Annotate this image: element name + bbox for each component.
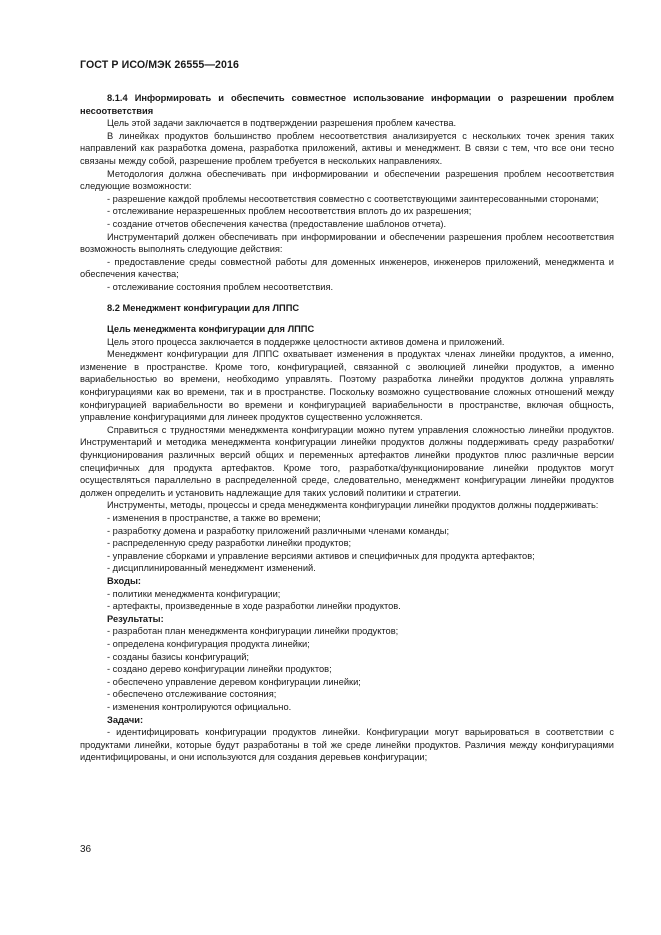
paragraph: Цель менеджмента конфигурации для ЛППС — [107, 324, 315, 335]
paragraph: Цель этой задачи заключается в подтверждении разрешения проблем качества. — [107, 118, 457, 129]
paragraph: Справиться с трудностями менеджмента конфигурации можно путем управления сложностью линейки продуктов. Инструментарий и методика менеджмента конфигурации линейки продуктов должны поддерживать среду разработки/ функционирования различных версий общих и переменных артефактов линейки продуктов плюс различные версии специфичных для продукта артефактов. Кроме того, разработка/функционирование линейки продуктов могут осуществляться параллельно в распределенной среде, следовательно, менеджмент конфигурации линейки продуктов должен определить и установить надлежащие для таких условий политики и стратегии. — [80, 424, 614, 498]
paragraph: - предоставление среды совместной работы для доменных инженеров, инженеров приложений, менеджмента и обеспечения качества; — [80, 256, 614, 280]
paragraph: - артефакты, произведенные в ходе разработки линейки продуктов. — [107, 601, 401, 612]
paragraph: Инструментарий должен обеспечивать при информировании и обеспечении разрешения проблем несоответствия возможность выполнять следующие действия: — [80, 231, 614, 255]
paragraph: - отслеживание неразрешенных проблем несоответствия вплоть до их разрешения; — [107, 206, 472, 217]
paragraph: В линейках продуктов большинство проблем несоответствия анализируется с нескольких точек зрения таких направлений как разработка домена, разработка приложений, активы и менеджмент. В связи с тем, что все они тесно связаны между собой, разрешение проблем требуется в нескольких направлениях. — [80, 130, 614, 166]
paragraph: - определена конфигурация продукта линейки; — [107, 638, 310, 649]
paragraph: - идентифицировать конфигурации продуктов линейки. Конфигурации могут варьироваться в соответствии с продуктами линейки, которые будут разработаны в той же среде линейки продуктов. Различия между конфигурациями идентифицированы, и они используются для создания деревьев конфигурации; — [80, 727, 614, 763]
paragraph: - изменения контролируются официально. — [107, 701, 292, 712]
paragraph: Цель этого процесса заключается в поддержке целостности активов домена и приложений. — [107, 336, 505, 347]
paragraph: - создание отчетов обеспечения качества (предоставление шаблонов отчета). — [107, 218, 447, 229]
paragraph: 8.1.4 Информировать и обеспечить совместное использование информации о разрешении проблем несоответствия — [80, 93, 614, 116]
page-header: ГОСТ Р ИСО/МЭК 26555—2016 — [80, 59, 239, 71]
paragraph: Методология должна обеспечивать при информировании и обеспечении разрешения проблем несоответствия следующие возможности: — [80, 168, 614, 192]
document-body — [80, 92, 614, 764]
paragraph: - политики менеджмента конфигурации; — [107, 588, 281, 599]
paragraph: - управление сборками и управление версиями активов и специфичных для продукта артефактов; — [107, 550, 535, 561]
paragraph: - создано дерево конфигурации линейки продуктов; — [107, 664, 332, 675]
paragraph: - отслеживание состояния проблем несоответствия. — [107, 281, 334, 292]
paragraph: - дисциплинированный менеджмент изменений. — [107, 563, 316, 574]
paragraph: - изменения в пространстве, а также во времени; — [107, 513, 321, 523]
paragraph: - распределенную среду разработки линейки продуктов; — [107, 538, 352, 549]
paragraph: - разработан план менеджмента конфигурации линейки продуктов; — [107, 626, 399, 637]
paragraph: Инструменты, методы, процессы и среда менеджмента конфигурации линейки продуктов должны поддерживать: — [107, 500, 599, 511]
paragraph: - обеспечено управление деревом конфигурации линейки; — [107, 676, 361, 687]
page-number: 36 — [80, 844, 92, 855]
paragraph: Результаты: — [107, 613, 164, 624]
paragraph: - созданы базисы конфигураций; — [107, 651, 249, 662]
paragraph: - разрешение каждой проблемы несоответствия совместно с соответствующими заинтересованными сторонами; — [107, 193, 599, 204]
paragraph: - обеспечено отслеживание состояния; — [107, 689, 277, 700]
paragraph: Менеджмент конфигурации для ЛППС охватывает изменения в продуктах членах линейки продуктов, а именно, изменение в пространстве. Кроме того, конфигурацией, связанной с эволюцией линейки продуктов, а именно вариабельностью во времени, необходимо управлять. Поэтому разработка линейки продуктов должна управлять конфигурациями как во времени, так и в пространстве. Поскольку возможно существование сложных отношений между конфигурацией вариабельности во времени и конфигурацией вариабельности в пространстве, включая общность, управление конфигурациями для линеек продуктов существенно усложняется. — [80, 349, 614, 423]
paragraph: Задачи: — [107, 714, 144, 725]
paragraph: Входы: — [107, 575, 142, 586]
paragraph: - разработку домена и разработку приложений различными членами команды; — [107, 525, 450, 536]
paragraph: 8.2 Менеджмент конфигурации для ЛППС — [107, 303, 300, 313]
